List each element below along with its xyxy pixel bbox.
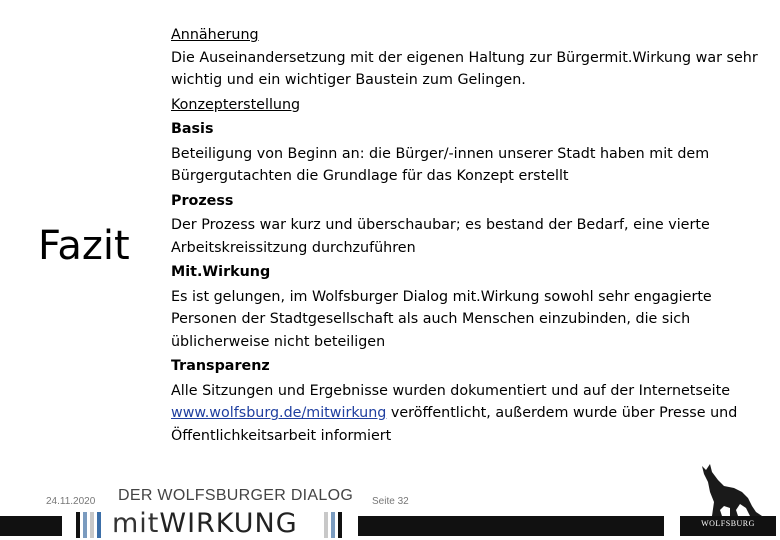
city-label: WOLFSBURG xyxy=(701,519,755,528)
wolf-logo-icon xyxy=(690,462,768,518)
text-prozess: Der Prozess war kurz und überschaubar; es bestand der Bedarf, eine vierte Arbeitskreissitzung durchzuführen xyxy=(171,217,710,256)
heading-konzepterstellung: Konzepterstellung xyxy=(171,96,301,113)
footer-date: 24.11.2020 xyxy=(46,496,96,507)
brand-stripe xyxy=(331,512,335,538)
text-transparenz xyxy=(171,380,761,448)
brand-stripe xyxy=(83,512,87,538)
heading-basis: Basis xyxy=(171,121,214,137)
brand-stripes-left xyxy=(76,512,101,538)
text-mitwirkung: Es ist gelungen, im Wolfsburger Dialog mit.Wirkung sowohl sehr engagierte Personen der Stadtgesellschaft als auch Menschen einzubinden, die sich üblicherweise nicht beteiligen xyxy=(171,288,712,350)
mitwirkung-logo xyxy=(112,508,298,540)
heading-prozess: Prozess xyxy=(171,192,234,209)
heading-annaeherung: Annäherung xyxy=(171,27,259,43)
text-annaeherung: Die Auseinandersetzung mit der eigenen Haltung zur Bürgermit.Wirkung war sehr wichtig und ein wichtiger Baustein zum Gelingen. xyxy=(171,49,758,88)
website-link[interactable]: www.wolfsburg.de/mitwirkung xyxy=(171,405,387,421)
brand-stripe xyxy=(324,512,328,538)
content-body xyxy=(171,24,761,447)
transparenz-text-before: Alle Sitzungen und Ergebnisse wurden dokumentiert und auf der Internetseite xyxy=(171,382,731,399)
brand-stripe xyxy=(97,512,101,538)
heading-mitwirkung: Mit.Wirkung xyxy=(171,264,271,280)
text-basis: Beteiligung von Beginn an: die Bürger/-innen unserer Stadt haben mit dem Bürgergutachten die Grundlage für das Konzept erstellt xyxy=(171,145,710,184)
brand-wirkung: WIRKUNG xyxy=(159,508,298,539)
footer-black-bar-left xyxy=(0,516,62,536)
transparenz-text-after: veröffentlicht, außerdem wurde über Presse und Öffentlichkeitsarbeit informiert xyxy=(171,405,738,444)
footer-dialog-title: DER WOLFSBURGER DIALOG xyxy=(118,487,354,504)
heading-transparenz: Transparenz xyxy=(171,358,270,374)
brand-stripe xyxy=(338,512,342,538)
brand-stripes-right xyxy=(324,512,342,538)
footer-page-number: Seite 32 xyxy=(372,496,409,507)
brand-stripe xyxy=(90,512,94,538)
brand-mit: mit xyxy=(112,508,160,539)
brand-stripe xyxy=(76,512,80,538)
footer-black-bar-right xyxy=(358,516,664,536)
slide-title: Fazit xyxy=(38,223,130,269)
